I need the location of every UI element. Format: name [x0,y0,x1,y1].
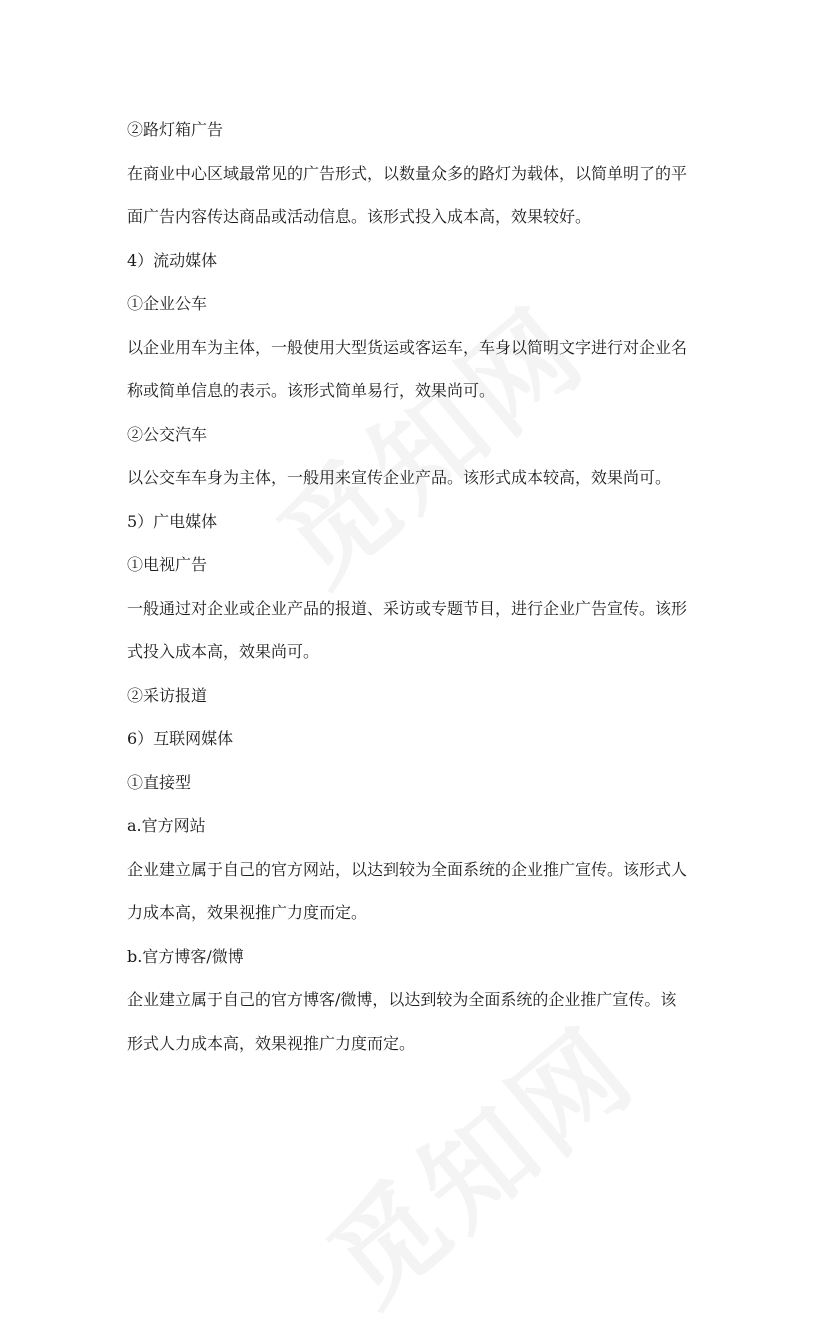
subheading-street-lamp-ads: ②路灯箱广告 [127,120,224,139]
section-heading-internet-media: 6）互联网媒体 [127,729,234,748]
subheading-company-vehicle: ①企业公车 [127,294,208,313]
paragraph-line: 一般通过对企业或企业产品的报道、采访或专题节目，进行企业广告宣传。该形 [127,598,688,618]
document-body [127,108,717,1065]
paragraph-line: 力成本高，效果视推广力度而定。 [127,903,368,922]
paragraph-line: 称或简单信息的表示。该形式简单易行，效果尚可。 [127,381,496,400]
section-heading-broadcast-media: 5）广电媒体 [127,511,218,531]
subheading-official-website: a.官方网站 [127,816,206,835]
paragraph-line: 形式人力成本高，效果视推广力度而定。 [127,1033,416,1053]
subheading-bus: ②公交汽车 [127,424,208,444]
paragraph-line: 企业建立属于自己的官方网站，以达到较为全面系统的企业推广宣传。该形式人 [127,859,688,879]
subheading-interview-report: ②采访报道 [127,685,208,705]
subheading-tv-ads: ①电视广告 [127,555,208,574]
subheading-direct-type: ①直接型 [127,772,192,792]
paragraph-line: 在商业中心区域最常见的广告形式，以数量众多的路灯为载体，以简单明了的平 [127,163,688,183]
paragraph-line: 面广告内容传达商品或活动信息。该形式投入成本高，效果较好。 [127,207,592,226]
section-heading-mobile-media: 4）流动媒体 [127,250,218,270]
paragraph-line: 式投入成本高，效果尚可。 [127,642,320,661]
paragraph-line: 企业建立属于自己的官方博客/微博，以达到较为全面系统的企业推广宣传。该 [127,990,677,1009]
paragraph-line: 以公交车车身为主体，一般用来宣传企业产品。该形式成本较高，效果尚可。 [127,468,672,487]
paragraph-line: 以企业用车为主体，一般使用大型货运或客运车，车身以简明文字进行对企业名 [127,337,688,357]
subheading-official-blog: b.官方博客/微博 [127,946,244,966]
